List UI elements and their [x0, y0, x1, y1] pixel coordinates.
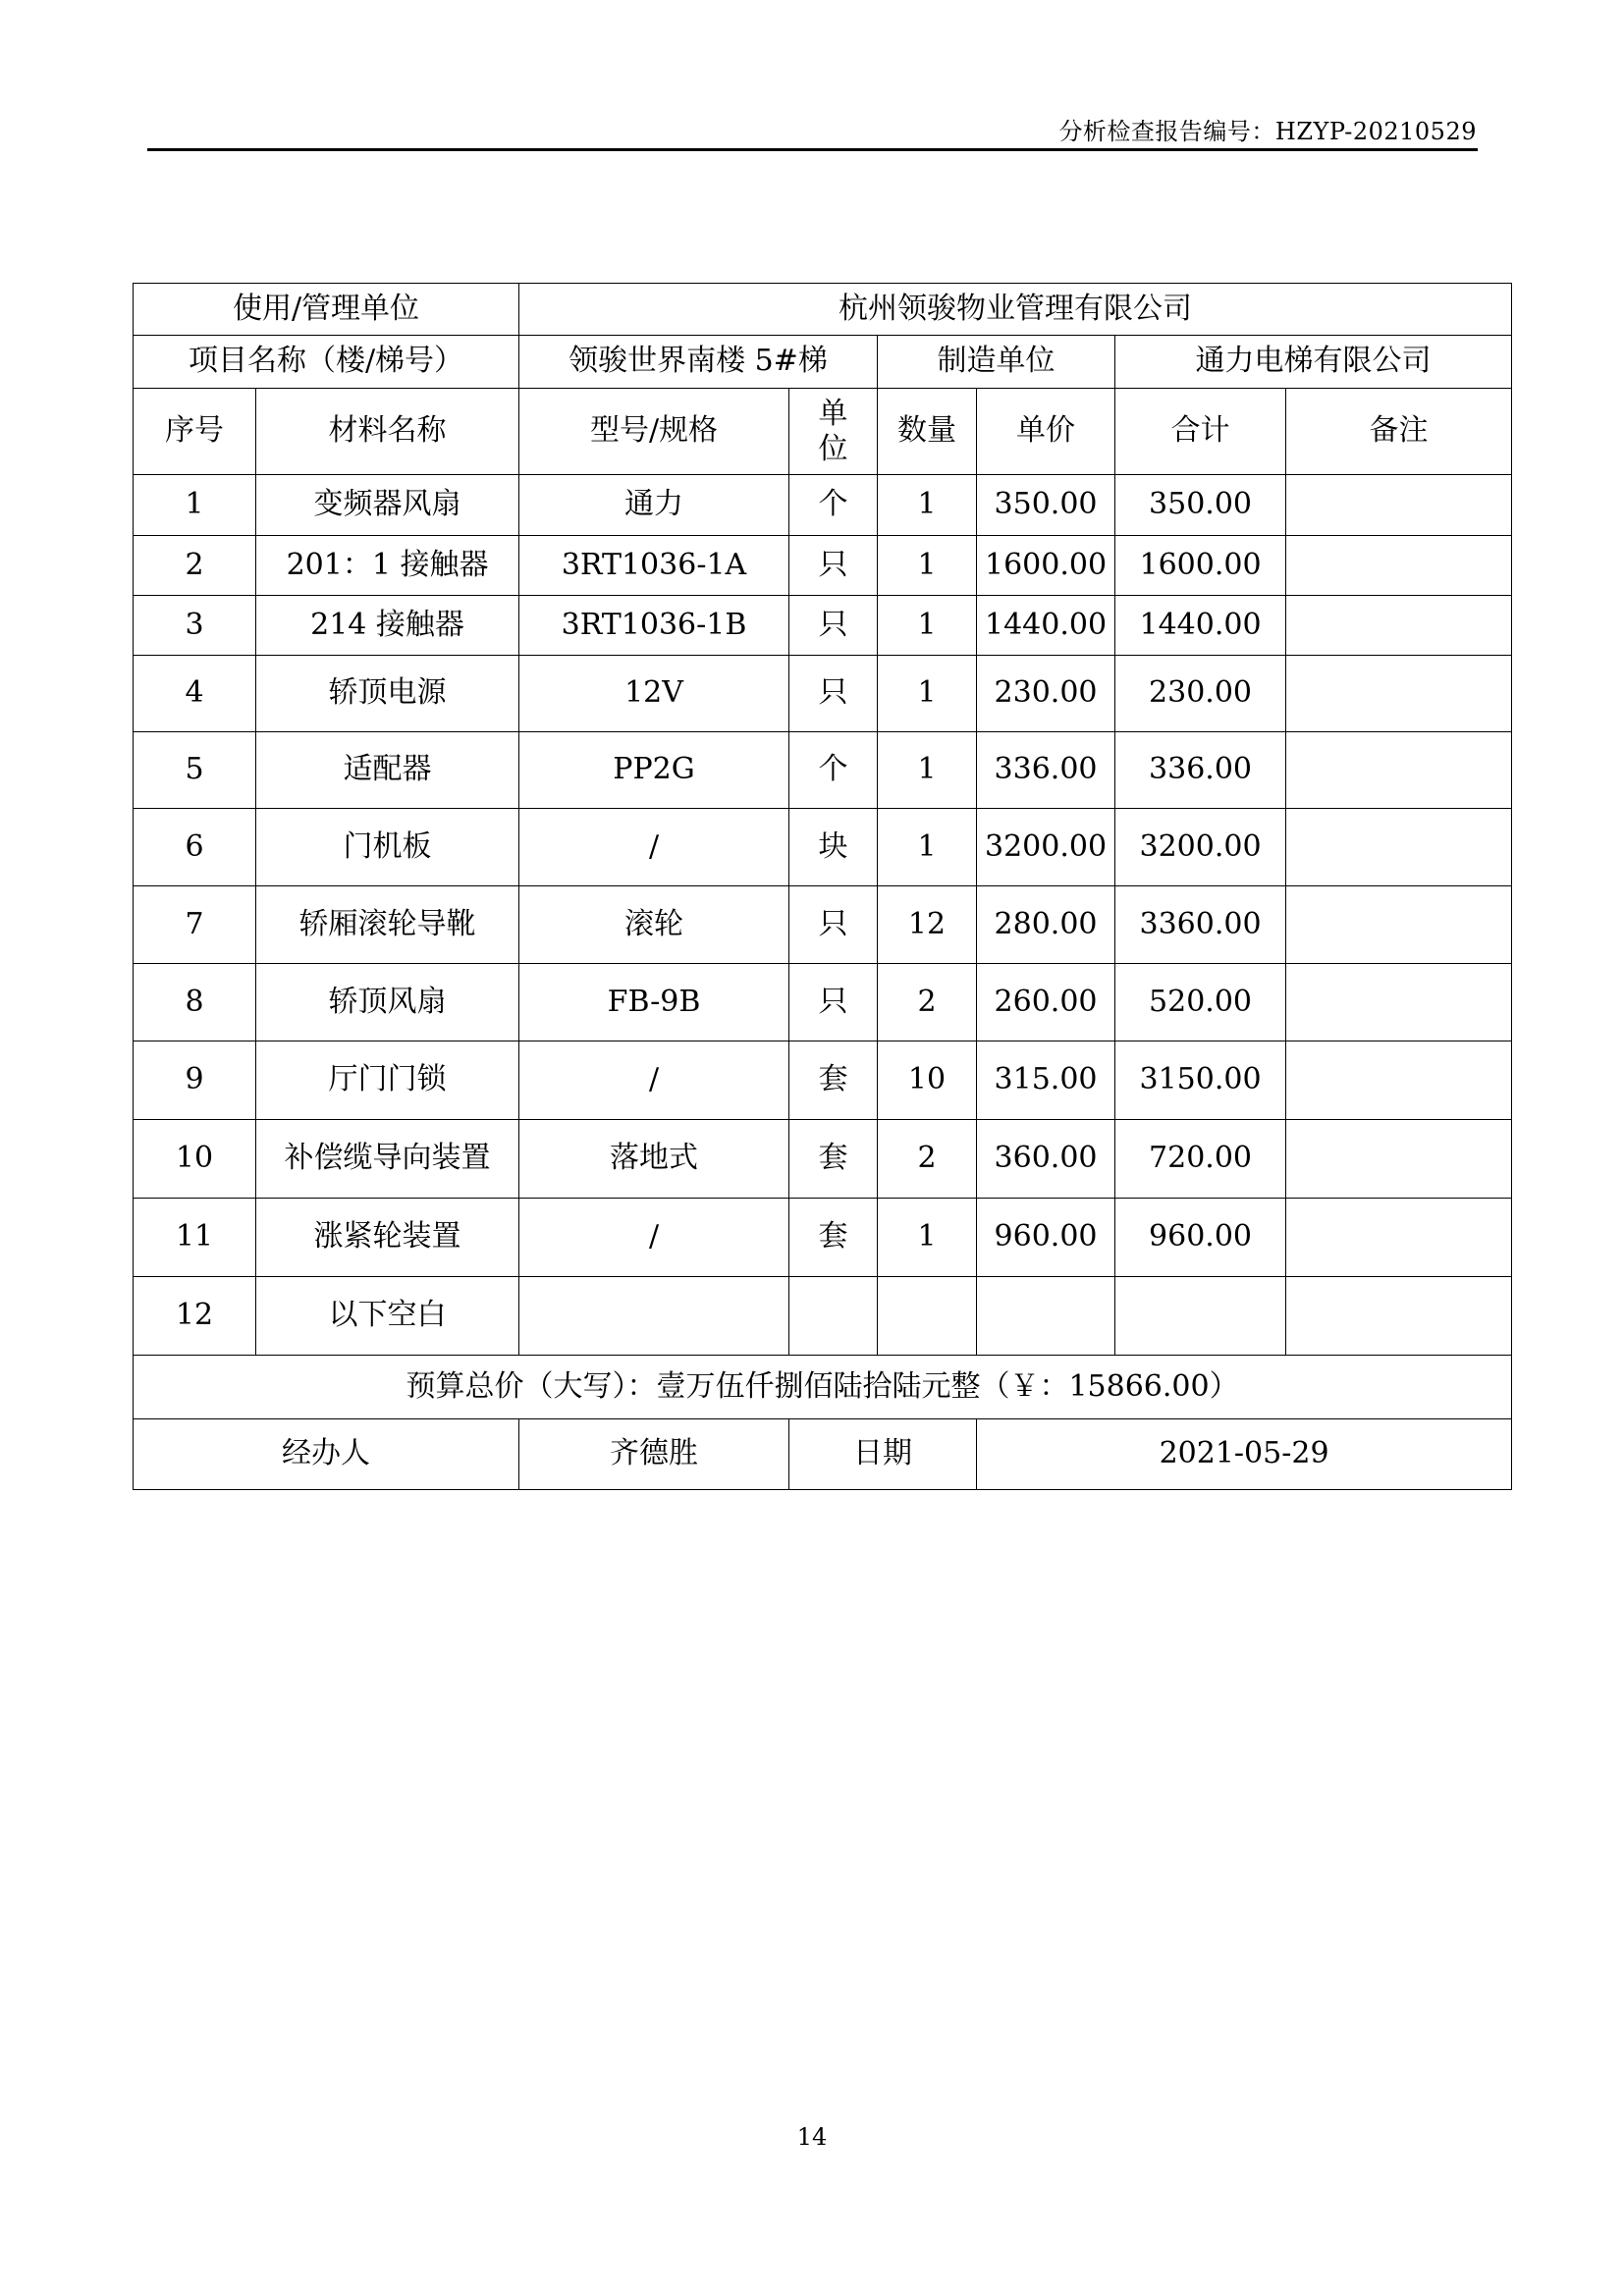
cell-total: 720.00: [1115, 1120, 1286, 1199]
cell-qty: 1: [878, 1199, 977, 1277]
budget-total: 预算总价（大写）：壹万伍仟捌佰陆拾陆元整（￥：15866.00）: [134, 1356, 1512, 1419]
cell-seq: 3: [134, 596, 256, 656]
cell-total: [1115, 1277, 1286, 1356]
cell-name: 适配器: [256, 732, 519, 809]
cell-name: 以下空白: [256, 1277, 519, 1356]
cell-model: /: [519, 809, 789, 886]
table-row: [134, 1041, 1512, 1120]
cell-unit: 只: [789, 536, 878, 596]
cell-unit: 只: [789, 886, 878, 964]
table-row: [134, 536, 1512, 596]
cell-qty: 12: [878, 886, 977, 964]
cell-unit: 只: [789, 656, 878, 732]
cell-qty: 1: [878, 732, 977, 809]
maker-label: 制造单位: [878, 336, 1115, 389]
cell-seq: 10: [134, 1120, 256, 1199]
cell-price: 360.00: [977, 1120, 1115, 1199]
cell-model: 3RT1036-1B: [519, 596, 789, 656]
cell-model: FB-9B: [519, 964, 789, 1041]
cell-name: 门机板: [256, 809, 519, 886]
cell-unit: 个: [789, 732, 878, 809]
cell-price: 315.00: [977, 1041, 1115, 1120]
cell-model: 12V: [519, 656, 789, 732]
cell-seq: 1: [134, 475, 256, 536]
cell-total: 336.00: [1115, 732, 1286, 809]
cell-price: 350.00: [977, 475, 1115, 536]
cell-qty: 2: [878, 964, 977, 1041]
cell-note: [1286, 536, 1512, 596]
date-label: 日期: [789, 1419, 977, 1490]
budget-row: [134, 1356, 1512, 1419]
cell-qty: 1: [878, 596, 977, 656]
cell-note: [1286, 809, 1512, 886]
cell-seq: 7: [134, 886, 256, 964]
table-row: [134, 596, 1512, 656]
cell-total: 520.00: [1115, 964, 1286, 1041]
project-value: 领骏世界南楼 5#梯: [519, 336, 878, 389]
cell-price: [977, 1277, 1115, 1356]
date-value: 2021-05-29: [977, 1419, 1512, 1490]
maker-value: 通力电梯有限公司: [1115, 336, 1512, 389]
info-row-project: [134, 336, 1512, 389]
cell-price: 336.00: [977, 732, 1115, 809]
cell-name: 补偿缆导向装置: [256, 1120, 519, 1199]
handler-value: 齐德胜: [519, 1419, 789, 1490]
cell-seq: 4: [134, 656, 256, 732]
cell-model: 滚轮: [519, 886, 789, 964]
cell-qty: 1: [878, 536, 977, 596]
cell-unit: 块: [789, 809, 878, 886]
cell-seq: 9: [134, 1041, 256, 1120]
cell-name: 变频器风扇: [256, 475, 519, 536]
cell-qty: [878, 1277, 977, 1356]
cell-note: [1286, 475, 1512, 536]
handler-label: 经办人: [134, 1419, 519, 1490]
cell-note: [1286, 1120, 1512, 1199]
cell-total: 3150.00: [1115, 1041, 1286, 1120]
project-label: 项目名称（楼/梯号）: [134, 336, 519, 389]
cell-total: 3200.00: [1115, 809, 1286, 886]
cell-price: 260.00: [977, 964, 1115, 1041]
cell-price: 1600.00: [977, 536, 1115, 596]
column-header-row: [134, 389, 1512, 475]
cell-model: 落地式: [519, 1120, 789, 1199]
cell-unit: 套: [789, 1041, 878, 1120]
table-row: [134, 886, 1512, 964]
cell-unit: 套: [789, 1199, 878, 1277]
cell-unit: 只: [789, 964, 878, 1041]
cell-name: 201：1 接触器: [256, 536, 519, 596]
col-seq: 序号: [134, 389, 256, 475]
table-row: [134, 656, 1512, 732]
cell-unit: 只: [789, 596, 878, 656]
cell-price: 230.00: [977, 656, 1115, 732]
cell-seq: 12: [134, 1277, 256, 1356]
cell-qty: 2: [878, 1120, 977, 1199]
cell-note: [1286, 886, 1512, 964]
cell-total: 230.00: [1115, 656, 1286, 732]
cell-model: 通力: [519, 475, 789, 536]
cell-unit: 个: [789, 475, 878, 536]
cell-seq: 8: [134, 964, 256, 1041]
cell-price: 280.00: [977, 886, 1115, 964]
cell-note: [1286, 1041, 1512, 1120]
cell-qty: 1: [878, 475, 977, 536]
cell-name: 轿顶电源: [256, 656, 519, 732]
table-row: [134, 809, 1512, 886]
cell-price: 960.00: [977, 1199, 1115, 1277]
cell-seq: 5: [134, 732, 256, 809]
cell-name: 214 接触器: [256, 596, 519, 656]
col-total: 合计: [1115, 389, 1286, 475]
col-note: 备注: [1286, 389, 1512, 475]
cell-model: [519, 1277, 789, 1356]
cell-model: /: [519, 1199, 789, 1277]
cell-note: [1286, 732, 1512, 809]
footer-row: [134, 1419, 1512, 1490]
cell-model: 3RT1036-1A: [519, 536, 789, 596]
table-row: [134, 475, 1512, 536]
cell-seq: 6: [134, 809, 256, 886]
cell-total: 960.00: [1115, 1199, 1286, 1277]
info-row-unit: [134, 284, 1512, 336]
table-row: [134, 1277, 1512, 1356]
cell-total: 1600.00: [1115, 536, 1286, 596]
unit-label: 使用/管理单位: [134, 284, 519, 336]
col-name: 材料名称: [256, 389, 519, 475]
cell-note: [1286, 1277, 1512, 1356]
table-row: [134, 964, 1512, 1041]
cell-model: /: [519, 1041, 789, 1120]
cell-note: [1286, 1199, 1512, 1277]
report-number: 分析检查报告编号：HZYP-20210529: [1058, 118, 1477, 145]
page-number: 14: [796, 2123, 828, 2151]
cell-note: [1286, 656, 1512, 732]
cell-unit: 套: [789, 1120, 878, 1199]
col-unit-text: 单位: [818, 396, 848, 466]
cell-seq: 2: [134, 536, 256, 596]
cell-model: PP2G: [519, 732, 789, 809]
col-price: 单价: [977, 389, 1115, 475]
table-row: [134, 1120, 1512, 1199]
table-row: [134, 1199, 1512, 1277]
col-model: 型号/规格: [519, 389, 789, 475]
cell-unit: [789, 1277, 878, 1356]
cell-name: 轿顶风扇: [256, 964, 519, 1041]
cell-name: 涨紧轮装置: [256, 1199, 519, 1277]
cell-note: [1286, 964, 1512, 1041]
cell-total: 3360.00: [1115, 886, 1286, 964]
cell-total: 350.00: [1115, 475, 1286, 536]
table-row: [134, 732, 1512, 809]
budget-table: [133, 283, 1512, 1490]
unit-value: 杭州领骏物业管理有限公司: [519, 284, 1512, 336]
cell-total: 1440.00: [1115, 596, 1286, 656]
cell-price: 1440.00: [977, 596, 1115, 656]
cell-name: 轿厢滚轮导靴: [256, 886, 519, 964]
cell-note: [1286, 596, 1512, 656]
cell-seq: 11: [134, 1199, 256, 1277]
cell-qty: 1: [878, 809, 977, 886]
col-unit: [789, 389, 878, 475]
cell-name: 厅门门锁: [256, 1041, 519, 1120]
cell-qty: 1: [878, 656, 977, 732]
cell-price: 3200.00: [977, 809, 1115, 886]
col-qty: 数量: [878, 389, 977, 475]
cell-qty: 10: [878, 1041, 977, 1120]
header-rule: [147, 148, 1478, 151]
